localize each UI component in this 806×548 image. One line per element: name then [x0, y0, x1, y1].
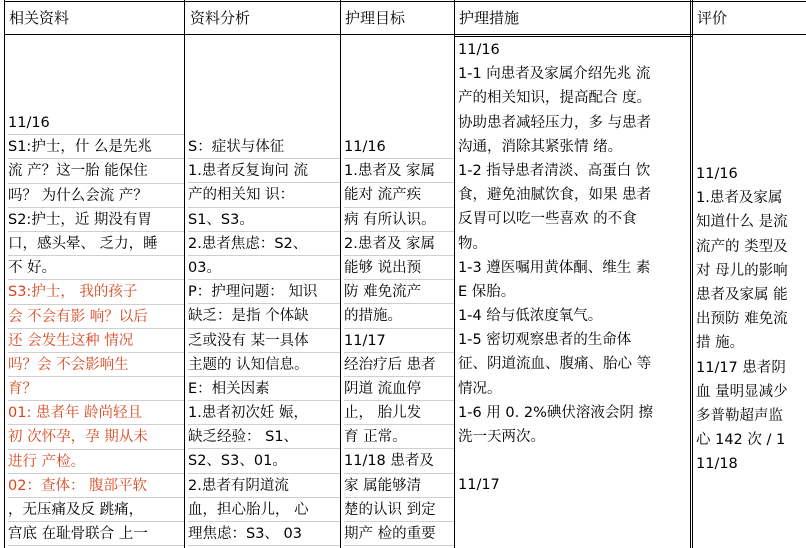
- cell-text: ，无压痛及反 跳痛，: [8, 502, 144, 518]
- table-cell-line: [344, 449, 454, 473]
- cell-text: 03。: [188, 259, 221, 276]
- table-cell-line: [458, 352, 690, 376]
- table-cell-line: [188, 304, 340, 328]
- evaluation-column: [696, 162, 806, 476]
- table-cell-line: [344, 425, 454, 449]
- cell-text: 宫底 在耻骨联合 上一: [8, 526, 148, 543]
- cell-text: 缺乏：是指 个体缺: [188, 308, 309, 325]
- cell-text: 对 母儿的影响: [696, 262, 788, 279]
- table-cell-line: [8, 377, 184, 401]
- cell-text: 1-6 用 0. 2%碘伏溶液会阴 擦: [458, 404, 653, 421]
- cell-text: 吗？ 为什么会流 产？: [8, 187, 148, 204]
- table-cell-line: [188, 425, 340, 449]
- column-divider: [184, 0, 185, 548]
- table-cell-line: [696, 356, 806, 380]
- table-cell-line: [344, 329, 454, 353]
- table-cell-line: [458, 425, 690, 449]
- cell-text: S1:护士，什 么是先兆: [8, 139, 152, 156]
- table-cell-line: [188, 474, 340, 498]
- table-cell-line: [344, 159, 454, 183]
- table-cell-line: [8, 450, 184, 474]
- table-cell-line: [458, 159, 690, 183]
- table-cell-line: [188, 353, 340, 377]
- table-cell-line: [8, 305, 184, 329]
- table-cell-line: [188, 208, 340, 232]
- table-cell-line: [8, 425, 184, 449]
- cell-text: 1-5 密切观察患者的生命体: [458, 332, 632, 349]
- cell-text: 1-2 指导患者清淡、高蛋白 饮: [458, 162, 651, 179]
- cell-text: 11/17: [344, 332, 386, 349]
- header-evaluation: 评价: [697, 9, 728, 27]
- table-cell-line: [344, 135, 454, 159]
- table-cell-line: [696, 259, 806, 283]
- cell-text: 出预防 难免流: [696, 311, 788, 328]
- cell-text: 家 属能够清: [344, 477, 422, 494]
- row-separator: [8, 545, 184, 546]
- table-cell-line: [8, 329, 184, 353]
- cell-text: 产的相关知识，提高配合 度。: [458, 90, 652, 107]
- cell-text: 11/17 患者阴: [696, 359, 786, 376]
- cell-text: 2.患者及 家属: [344, 235, 435, 252]
- column-divider: [340, 0, 341, 548]
- cell-text: 理焦虑：S3、 03: [188, 526, 302, 542]
- table-cell-line: [344, 280, 454, 304]
- table-cell-line: [696, 307, 806, 331]
- table-cell-line: [8, 111, 184, 135]
- cell-text: 知道什么 是流: [696, 214, 788, 231]
- table-cell-line: [8, 159, 184, 183]
- cell-text: 多普勒超声监: [696, 407, 783, 424]
- header-nursing-goal: 护理目标: [345, 9, 406, 27]
- nursing-measures-column: [458, 38, 690, 498]
- table-cell-line: [344, 304, 454, 328]
- table-cell-line: [344, 183, 454, 207]
- column-divider: [454, 0, 455, 548]
- table-cell-line: [696, 452, 806, 476]
- cell-text: S：症状与体征: [188, 139, 285, 155]
- table-cell-line: [696, 331, 806, 355]
- cell-text: 流 产？这一胎 能保住: [8, 163, 148, 180]
- table-cell-line: [344, 401, 454, 425]
- header-divider: [4, 34, 806, 35]
- cell-text: 措 施。: [696, 335, 745, 352]
- table-cell-line: [8, 280, 184, 304]
- cell-text: 2.患者焦虑：S2、: [188, 235, 308, 252]
- cell-text: S3:护士， 我的孩子: [8, 284, 138, 301]
- table-cell-line: [696, 380, 806, 404]
- cell-text: 情况。: [458, 380, 502, 397]
- cell-text: 食，避免油腻饮食，如果 患者: [458, 187, 652, 204]
- table-cell-line: [344, 256, 454, 280]
- cell-text: E 保胎。: [458, 283, 516, 300]
- cell-text: 育 正常。: [344, 429, 407, 446]
- table-cell-line: [458, 256, 690, 280]
- table-cell-line: [696, 210, 806, 234]
- cell-text: 2.患者有阴道流: [188, 477, 289, 494]
- cell-text: 不 好。: [8, 260, 57, 277]
- cell-text: 的措施。: [344, 308, 402, 325]
- table-cell-line: [188, 449, 340, 473]
- cell-text: 11/16: [344, 139, 386, 155]
- cell-text: 沟通，消除其紧张情 绪。: [458, 138, 623, 155]
- table-cell-line: [8, 401, 184, 425]
- table-cell-line: [344, 208, 454, 232]
- related-data-column: [8, 111, 184, 546]
- cell-text: 止， 胎儿发: [344, 405, 422, 422]
- cell-text: 患者及家属 能: [696, 286, 788, 303]
- cell-text: 能够 说出预: [344, 259, 422, 276]
- cell-text: P：护理问题： 知识: [188, 284, 318, 301]
- cell-text: 血 量明显减少: [696, 383, 788, 400]
- table-cell-line: [8, 474, 184, 498]
- cell-text: 1-1 向患者及家属介绍先兆 流: [458, 66, 651, 83]
- cell-text: 乏或没有 某一具体: [188, 332, 309, 349]
- cell-text: 11/16: [458, 42, 500, 58]
- table-cell-line: [458, 449, 690, 473]
- table-cell-line: [458, 86, 690, 110]
- data-analysis-column: [188, 135, 340, 546]
- header-related-data: 相关资料: [9, 9, 70, 27]
- cell-text: 防 难免流产: [344, 284, 422, 301]
- table-cell-line: [458, 62, 690, 86]
- cell-text: 吗？会 不会影响生: [8, 356, 129, 373]
- cell-text: 主题的 认知信息。: [188, 356, 309, 373]
- cell-text: 还 会发生这种 情况: [8, 332, 134, 349]
- table-cell-line: [8, 232, 184, 256]
- table-cell-line: [696, 428, 806, 452]
- cell-text: 能对 流产疾: [344, 187, 422, 204]
- cell-text: 楚的认识 到定: [344, 501, 436, 518]
- cell-text: 1-4 给与低浓度氧气。: [458, 308, 603, 325]
- table-cell-line: [458, 304, 690, 328]
- table-cell-line: [188, 256, 340, 280]
- row-separator: [344, 545, 454, 546]
- column-divider: [690, 0, 691, 548]
- table-cell-line: [344, 522, 454, 546]
- table-cell-line: [458, 111, 690, 135]
- header-divider: [454, 36, 692, 37]
- cell-text: 经治疗后 患者: [344, 356, 436, 373]
- table-cell-line: [458, 473, 690, 497]
- table-cell-line: [188, 183, 340, 207]
- table-cell-line: [458, 328, 690, 352]
- cell-text: 血，担心胎儿， 心: [188, 501, 309, 518]
- table-cell-line: [344, 474, 454, 498]
- nursing-goal-column: [344, 135, 454, 546]
- table-cell-line: [344, 498, 454, 522]
- cell-text: 征、阴道流血、腹痛、胎心 等: [458, 356, 652, 373]
- table-border-left: [4, 0, 5, 548]
- cell-text: 11/18: [696, 456, 738, 473]
- cell-text: 会 不会有影 响？以后: [8, 308, 148, 325]
- table-cell-line: [458, 377, 690, 401]
- table-cell-line: [458, 207, 690, 231]
- column-divider: [692, 0, 693, 548]
- cell-text: 11/18 患者及: [344, 453, 434, 470]
- table-cell-line: [188, 135, 340, 159]
- table-cell-line: [188, 329, 340, 353]
- table-cell-line: [458, 401, 690, 425]
- cell-text: 1.患者初次妊 娠，: [188, 405, 308, 422]
- table-cell-line: [344, 377, 454, 401]
- cell-text: 产的相关知 识：: [188, 187, 295, 204]
- table-cell-line: [696, 404, 806, 428]
- cell-text: 反胃可以吃一些喜欢 的不食: [458, 211, 637, 228]
- row-separator: [188, 545, 340, 546]
- cell-text: 1-3 遵医嘱用黄体酮、维生 素: [458, 259, 651, 276]
- cell-text: 育？: [8, 381, 37, 398]
- cell-text: 02：查体： 腹部平软: [8, 477, 148, 494]
- cell-text: 心 142 次 / 1: [696, 432, 786, 449]
- table-cell-line: [188, 280, 340, 304]
- table-cell-line: [8, 208, 184, 232]
- cell-text: 1.患者反复询问 流: [188, 163, 308, 180]
- cell-text: 缺乏经验： S1、: [188, 429, 299, 446]
- table-cell-line: [696, 283, 806, 307]
- table-cell-line: [696, 186, 806, 210]
- table-cell-line: [344, 353, 454, 377]
- table-cell-line: [188, 401, 340, 425]
- table-cell-line: [188, 159, 340, 183]
- cell-text: 进行 产检。: [8, 453, 86, 470]
- cell-text: 01: 患者年 龄尚轻且: [8, 405, 143, 422]
- table-cell-line: [188, 232, 340, 256]
- cell-text: 协助患者减轻压力，多 与患者: [458, 114, 652, 131]
- table-cell-line: [188, 522, 340, 546]
- cell-text: 初 次怀孕，孕 期从未: [8, 429, 148, 446]
- table-cell-line: [8, 353, 184, 377]
- header-data-analysis: 资料分析: [190, 9, 251, 27]
- cell-text: 洗一天两次。: [458, 429, 545, 445]
- cell-text: 11/16: [8, 115, 50, 131]
- cell-text: 11/16: [696, 166, 738, 182]
- table-cell-line: [458, 183, 690, 207]
- cell-text: S1、S3。: [188, 211, 254, 228]
- table-cell-line: [8, 498, 184, 522]
- table-cell-line: [8, 184, 184, 208]
- table-cell-line: [458, 135, 690, 159]
- table-border-top: [4, 1, 806, 2]
- table-cell-line: [8, 522, 184, 546]
- cell-text: S2:护士，近 期没有胃: [8, 211, 152, 228]
- cell-text: S2、S3、01。: [188, 453, 287, 470]
- header-nursing-measures: 护理措施: [459, 9, 520, 27]
- cell-text: 口，感头晕、 乏力，睡: [8, 235, 158, 252]
- table-cell-line: [458, 38, 690, 62]
- table-cell-line: [458, 232, 690, 256]
- cell-text: 期产 检的重要: [344, 526, 436, 542]
- table-cell-line: [8, 256, 184, 280]
- cell-text: 11/17: [458, 477, 500, 494]
- cell-text: 阴道 流血停: [344, 380, 422, 397]
- table-cell-line: [8, 135, 184, 159]
- cell-text: 1.患者及 家属: [344, 163, 435, 180]
- cell-text: 流产的 类型及: [696, 238, 788, 255]
- table-cell-line: [188, 498, 340, 522]
- cell-text: 病 有所认识。: [344, 211, 436, 228]
- cell-text: E：相关因素: [188, 380, 270, 397]
- table-cell-line: [696, 235, 806, 259]
- cell-text: 物。: [458, 235, 487, 252]
- table-cell-line: [458, 280, 690, 304]
- table-cell-line: [344, 232, 454, 256]
- table-cell-line: [696, 162, 806, 186]
- table-cell-line: [188, 377, 340, 401]
- cell-text: 1.患者及家属: [696, 190, 783, 207]
